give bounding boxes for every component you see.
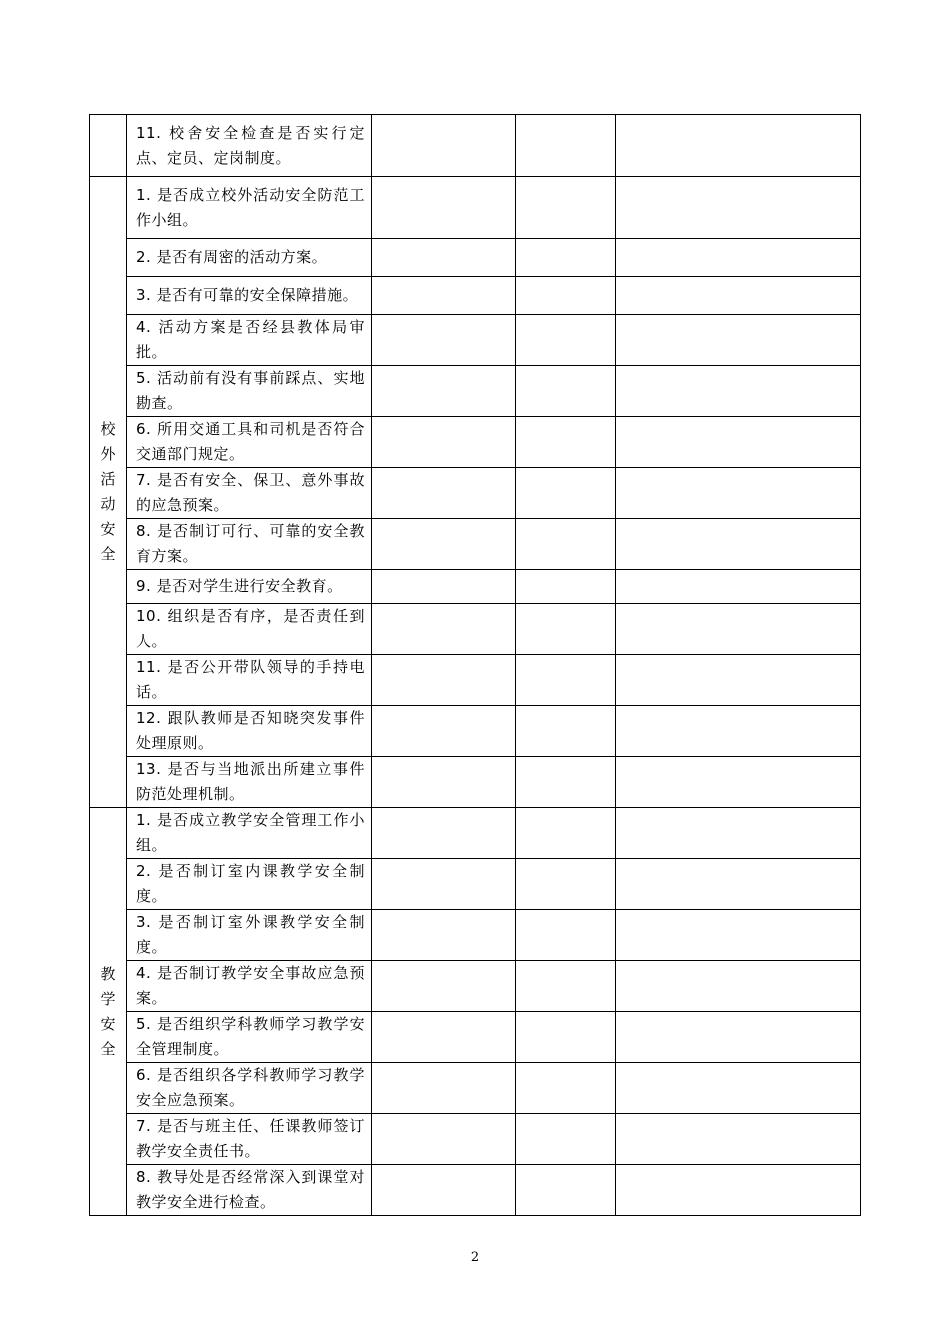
- table-row: [90, 366, 861, 417]
- score-cell: [516, 177, 616, 239]
- score-cell: [516, 1114, 616, 1165]
- page-number: 2: [470, 1250, 480, 1265]
- score-cell: [516, 417, 616, 468]
- check-item: 5. 是否组织学科教师学习教学安全管理制度。: [127, 1012, 372, 1063]
- table-row: [90, 177, 861, 239]
- score-cell: [516, 115, 616, 177]
- result-cell: [372, 177, 516, 239]
- category-cell: 教 学 安 全: [90, 808, 127, 1216]
- remark-cell: [616, 808, 861, 859]
- remark-cell: [616, 655, 861, 706]
- result-cell: [372, 604, 516, 655]
- score-cell: [516, 1012, 616, 1063]
- table-row: [90, 277, 861, 315]
- remark-cell: [616, 604, 861, 655]
- table-row: [90, 910, 861, 961]
- score-cell: [516, 910, 616, 961]
- table-row: [90, 468, 861, 519]
- check-item: 7. 是否有安全、保卫、意外事故的应急预案。: [127, 468, 372, 519]
- check-item: 1. 是否成立校外活动安全防范工作小组。: [127, 177, 372, 239]
- score-cell: [516, 706, 616, 757]
- remark-cell: [616, 706, 861, 757]
- score-cell: [516, 757, 616, 808]
- score-cell: [516, 366, 616, 417]
- check-item: 4. 活动方案是否经县教体局审批。: [127, 315, 372, 366]
- result-cell: [372, 961, 516, 1012]
- score-cell: [516, 961, 616, 1012]
- remark-cell: [616, 417, 861, 468]
- table-row: [90, 315, 861, 366]
- check-item: 2. 是否有周密的活动方案。: [127, 239, 372, 277]
- remark-cell: [616, 177, 861, 239]
- check-item: 10. 组织是否有序，是否责任到人。: [127, 604, 372, 655]
- result-cell: [372, 859, 516, 910]
- check-item: 13. 是否与当地派出所建立事件防范处理机制。: [127, 757, 372, 808]
- table-row: [90, 239, 861, 277]
- check-item: 6. 是否组织各学科教师学习教学安全应急预案。: [127, 1063, 372, 1114]
- table-row: [90, 757, 861, 808]
- check-item: 7. 是否与班主任、任课教师签订教学安全责任书。: [127, 1114, 372, 1165]
- table-row: [90, 706, 861, 757]
- score-cell: [516, 468, 616, 519]
- remark-cell: [616, 277, 861, 315]
- result-cell: [372, 1063, 516, 1114]
- remark-cell: [616, 1012, 861, 1063]
- table-row: [90, 1012, 861, 1063]
- table-row: [90, 1114, 861, 1165]
- result-cell: [372, 1165, 516, 1216]
- check-item: 2. 是否制订室内课教学安全制度。: [127, 859, 372, 910]
- check-item: 5. 活动前有没有事前踩点、实地勘查。: [127, 366, 372, 417]
- score-cell: [516, 239, 616, 277]
- result-cell: [372, 655, 516, 706]
- result-cell: [372, 1114, 516, 1165]
- remark-cell: [616, 239, 861, 277]
- score-cell: [516, 859, 616, 910]
- check-item: 1. 是否成立教学安全管理工作小组。: [127, 808, 372, 859]
- score-cell: [516, 1063, 616, 1114]
- remark-cell: [616, 961, 861, 1012]
- check-item: 6. 所用交通工具和司机是否符合交通部门规定。: [127, 417, 372, 468]
- remark-cell: [616, 859, 861, 910]
- result-cell: [372, 570, 516, 604]
- score-cell: [516, 277, 616, 315]
- score-cell: [516, 519, 616, 570]
- remark-cell: [616, 910, 861, 961]
- check-item: 8. 是否制订可行、可靠的安全教育方案。: [127, 519, 372, 570]
- category-cell: 校 外 活 动 安 全: [90, 177, 127, 808]
- table-row: [90, 570, 861, 604]
- score-cell: [516, 604, 616, 655]
- score-cell: [516, 808, 616, 859]
- table-row: [90, 961, 861, 1012]
- category-cell: [90, 115, 127, 177]
- remark-cell: [616, 519, 861, 570]
- check-item: 11. 是否公开带队领导的手持电话。: [127, 655, 372, 706]
- check-item: 3. 是否制订室外课教学安全制度。: [127, 910, 372, 961]
- result-cell: [372, 808, 516, 859]
- remark-cell: [616, 468, 861, 519]
- result-cell: [372, 757, 516, 808]
- result-cell: [372, 239, 516, 277]
- table-row: [90, 1063, 861, 1114]
- check-item: 12. 跟队教师是否知晓突发事件处理原则。: [127, 706, 372, 757]
- remark-cell: [616, 570, 861, 604]
- table-row: [90, 859, 861, 910]
- table-row: [90, 604, 861, 655]
- score-cell: [516, 315, 616, 366]
- remark-cell: [616, 1063, 861, 1114]
- check-item: 11. 校舍安全检查是否实行定点、定员、定岗制度。: [127, 115, 372, 177]
- remark-cell: [616, 1114, 861, 1165]
- remark-cell: [616, 115, 861, 177]
- result-cell: [372, 417, 516, 468]
- safety-checklist-table: [89, 114, 861, 1216]
- result-cell: [372, 706, 516, 757]
- result-cell: [372, 1012, 516, 1063]
- table-row: [90, 655, 861, 706]
- score-cell: [516, 570, 616, 604]
- result-cell: [372, 277, 516, 315]
- remark-cell: [616, 315, 861, 366]
- score-cell: [516, 1165, 616, 1216]
- remark-cell: [616, 757, 861, 808]
- table-row: [90, 1165, 861, 1216]
- check-item: 9. 是否对学生进行安全教育。: [127, 570, 372, 604]
- remark-cell: [616, 1165, 861, 1216]
- checklist-body: [90, 115, 861, 1216]
- result-cell: [372, 366, 516, 417]
- table-row: [90, 808, 861, 859]
- result-cell: [372, 115, 516, 177]
- check-item: 8. 教导处是否经常深入到课堂对教学安全进行检查。: [127, 1165, 372, 1216]
- score-cell: [516, 655, 616, 706]
- result-cell: [372, 519, 516, 570]
- result-cell: [372, 315, 516, 366]
- check-item: 3. 是否有可靠的安全保障措施。: [127, 277, 372, 315]
- result-cell: [372, 468, 516, 519]
- check-item: 4. 是否制订教学安全事故应急预案。: [127, 961, 372, 1012]
- result-cell: [372, 910, 516, 961]
- table-row: [90, 115, 861, 177]
- remark-cell: [616, 366, 861, 417]
- table-row: [90, 417, 861, 468]
- table-row: [90, 519, 861, 570]
